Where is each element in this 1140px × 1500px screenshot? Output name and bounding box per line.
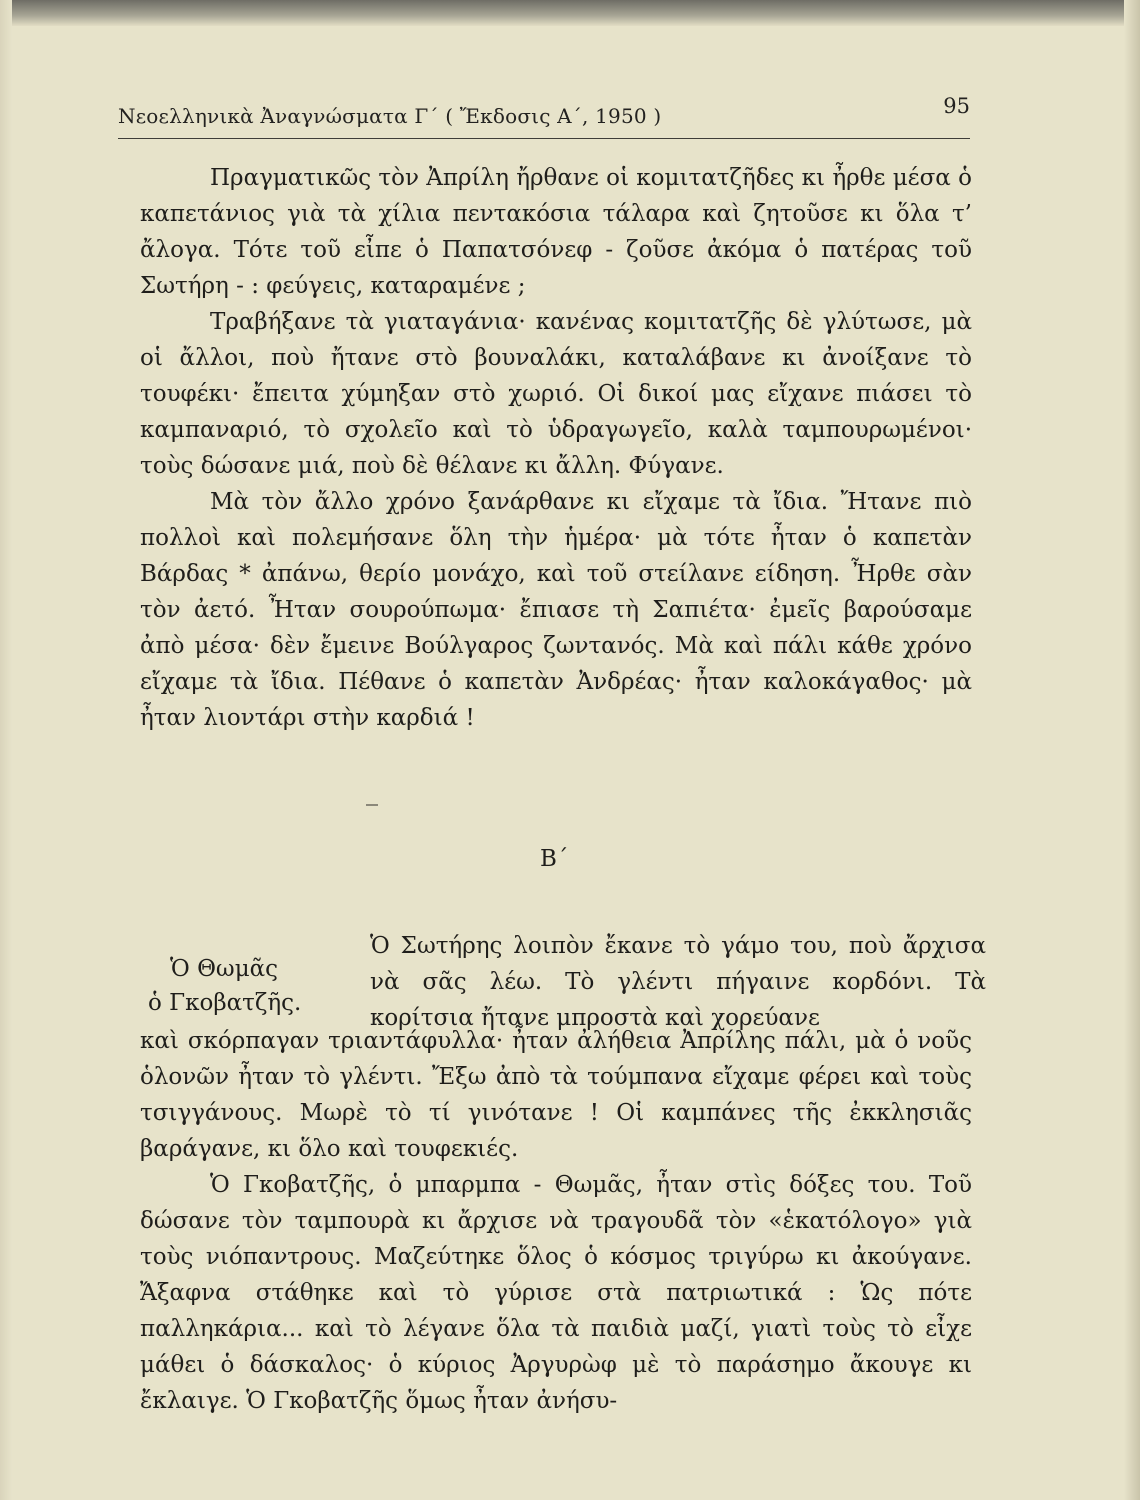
small-dash-mark — [366, 804, 378, 806]
side-heading-line: Ὁ Θωμᾶς — [170, 956, 279, 982]
page-header — [118, 94, 970, 134]
paragraph: Ὁ Σωτήρης λοιπὸν ἔκανε τὸ γάμο του, ποὺ ἄρχισα νὰ σᾶς λέω. Τὸ γλέντι πήγαινε κορδόνι. Τὰ κορίτσια ἤτανε μπροστὰ καὶ χορεύανε — [370, 933, 986, 1031]
side-heading-line: ὁ Γκοβατζῆς. — [148, 990, 302, 1016]
paragraph: Ὁ Γκοβατζῆς, ὁ μπαρμπα - Θωμᾶς, ἦταν στὶς δόξες του. Τοῦ δώσανε τὸν ταμπουρὰ κι ἄρχισε νὰ τραγουδᾶ τὸν «ἑκατόλογο» γιὰ τοὺς νιόπαντρους. Μαζεύτηκε ὅλος ὁ κόσμος τριγύρω κι ἀκούγανε. Ἄξαφνα στάθηκε καὶ τὸ γύρισε στὰ πατριωτικά : Ὡς πότε παλληκάρια... καὶ τὸ λέγανε ὅλα τὰ παιδιὰ μαζί, γιατὶ τοὺς τὸ εἶχε μάθει ὁ δάσκαλος· ὁ κύριος Ἀργυρὼφ μὲ τὸ παράσημο ἄκουγε κι ἔκλαιγε. Ὁ Γκοβατζῆς ὅμως ἦταν ἀνήσυ- — [140, 1172, 972, 1414]
paragraph: καὶ σκόρπαγαν τριαντάφυλλα· ἦταν ἀλήθεια Ἀπρίλης πάλι, μὰ ὁ νοῦς ὁλονῶν ἦταν τὸ γλέντι. Ἔξω ἀπὸ τὰ τούμπανα εἴχαμε φέρει καὶ τοὺς τσιγγάνους. Μωρὲ τὸ τί γινότανε ! Οἱ καμπάνες τῆς ἐκκλησιᾶς βαράγανε, κι ὅλο καὶ τουφεκιές. — [140, 1028, 972, 1162]
page-top-edge — [0, 0, 1140, 26]
side-heading — [148, 952, 348, 1020]
header-rule — [118, 138, 970, 139]
paragraph: Πραγματικῶς τὸν Ἀπρίλη ἤρθανε οἱ κομιτατζῆδες κι ἦρθε μέσα ὁ καπετάνιος γιὰ τὰ χίλια πεντακόσια τάλαρα καὶ ζητοῦσε κι ὅλα τ’ ἄλογα. Τότε τοῦ εἶπε ὁ Παπατσόνεφ - ζοῦσε ἀκόμα ὁ πατέρας τοῦ Σωτήρη - : φεύγεις, καταραμένε ; — [140, 165, 972, 299]
section-b-intro — [370, 928, 986, 1036]
section-letter: Β΄ — [540, 846, 569, 872]
page-right-edge — [1124, 0, 1140, 1500]
running-title: Νεοελληνικὰ Ἀναγνώσματα Γ΄ ( Ἔκδοσις Α΄, 1950 ) — [118, 104, 662, 128]
section-b-text — [140, 1023, 972, 1419]
page-left-edge — [0, 0, 12, 1500]
paragraph: Τραβήξανε τὰ γιαταγάνια· κανένας κομιτατζῆς δὲ γλύτωσε, μὰ οἱ ἄλλοι, ποὺ ἤτανε στὸ βουναλάκι, καταλάβανε κι ἀνοίξανε τὸ τουφέκι· ἔπειτα χύμηξαν στὸ χωριό. Οἱ δικοί μας εἴχανε πιάσει τὸ καμπαναριό, τὸ σχολεῖο καὶ τὸ ὑδραγωγεῖο, καλὰ ταμπουρωμένοι· τοὺς δώσανε μιά, ποὺ δὲ θέλανε κι ἄλλη. Φύγανε. — [140, 309, 972, 479]
page-number: 95 — [943, 94, 970, 118]
paragraph: Μὰ τὸν ἄλλο χρόνο ξανάρθανε κι εἴχαμε τὰ ἴδια. Ἤτανε πιὸ πολλοὶ καὶ πολεμήσανε ὅλη τὴν ἡμέρα· μὰ τότε ἦταν ὁ καπετὰν Βάρδας * ἀπάνω, θερίο μονάχο, καὶ τοῦ στείλανε είδηση. Ἦρθε σὰν τὸν ἀετό. Ἦταν σουρούπωμα· ἔπιασε τὴ Σαπιέτα· ἐμεῖς βαρούσαμε ἀπὸ μέσα· δὲν ἔμεινε Βούλγαρος ζωντανός. Μὰ καὶ πάλι κάθε χρόνο εἴχαμε τὰ ἴδια. Πέθανε ὁ καπετὰν Ἀνδρέας· ἦταν καλοκάγαθος· μὰ ἦταν λιοντάρι στὴν καρδιά ! — [140, 489, 972, 731]
section-a-text — [140, 160, 972, 736]
